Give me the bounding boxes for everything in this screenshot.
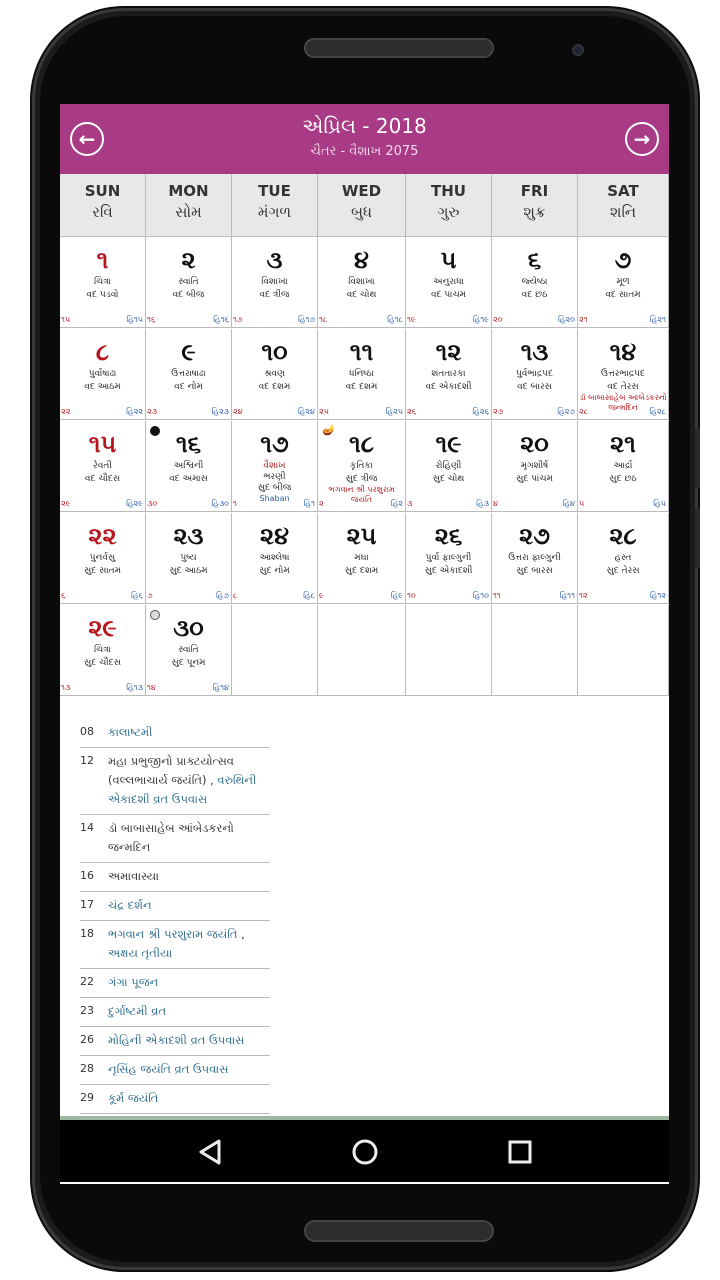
day-cell[interactable] <box>146 237 232 328</box>
tithi-label: વદ તેરસ <box>607 382 639 392</box>
hindu-date-label: ૧૪ <box>147 683 156 692</box>
day-cell[interactable] <box>232 329 318 420</box>
nakshatra-label: સ્વાતિ <box>178 277 199 287</box>
day-cell[interactable] <box>60 329 146 420</box>
hindu-date-label: ૨૩ <box>147 407 158 416</box>
back-triangle-icon[interactable] <box>180 1120 240 1182</box>
app-screen <box>60 104 669 1184</box>
festival-text <box>108 896 270 915</box>
day-number: ૪ <box>354 246 369 274</box>
festival-text <box>108 973 270 992</box>
day-cell[interactable] <box>232 237 318 328</box>
top-speaker-grille <box>304 38 494 58</box>
festival-list-item[interactable] <box>80 969 270 998</box>
festival-link[interactable]: ગંગા પૂજન <box>108 975 159 989</box>
hindu-date-label: ૨૧ <box>579 315 588 324</box>
weekday-gu-label: બુધ <box>350 203 373 221</box>
weekday-en-label: MON <box>168 182 209 200</box>
hindu-date-label: ૧૭ <box>233 315 243 324</box>
hindu-date-label: ૧૮ <box>319 315 328 324</box>
festival-link[interactable]: અક્ષય તૃતીયા <box>108 946 173 960</box>
day-number: ૨૫ <box>346 522 377 550</box>
day-cell[interactable] <box>318 329 406 420</box>
hindu-date-label: ૨૭ <box>493 407 504 416</box>
day-cell[interactable] <box>492 329 578 420</box>
festival-link[interactable]: વરુથિની એકાદશી વ્રત ઉપવાસ <box>108 773 257 806</box>
weekday-wed <box>318 174 406 236</box>
festival-day: 26 <box>80 1033 94 1046</box>
calendar-grid <box>60 237 669 703</box>
hindu-date-label: ૨૯ <box>61 499 71 508</box>
android-navigation-bar <box>60 1120 669 1182</box>
nakshatra-label: વિશાખા <box>348 277 375 287</box>
hindu-date-label: ૨૨ <box>61 407 71 416</box>
weekday-header-row <box>60 174 669 237</box>
day-number: ૧૮ <box>349 430 374 458</box>
tithi-label: વદ પાંચમ <box>430 290 467 300</box>
festival-text <box>108 819 270 857</box>
hijri-date-label: હિ૧૧ <box>559 591 575 600</box>
day-number: ૨૦ <box>520 430 549 458</box>
day-number: ૨૩ <box>173 522 204 550</box>
weekday-sat <box>578 174 669 236</box>
festival-link[interactable]: કાલાષ્ટમી <box>108 725 153 739</box>
festival-text <box>108 1089 270 1108</box>
day-number: ૨૬ <box>434 522 463 550</box>
day-number: ૨૮ <box>609 522 637 550</box>
hijri-date-label: હિ૧૫ <box>126 315 143 324</box>
hijri-date-label: હિ૨૫ <box>385 407 403 416</box>
tithi-label: સુદ આઠમ <box>169 566 208 576</box>
festival-note: Shaban <box>259 494 290 503</box>
festival-link[interactable]: ભગવાન શ્રી પરશુરામ જયંતિ <box>108 927 238 941</box>
hijri-date-label: હિ૧૬ <box>213 315 229 324</box>
day-number: ૨૧ <box>610 430 636 458</box>
tithi-label: વદ દશમ <box>258 382 291 392</box>
weekday-en-label: WED <box>341 182 382 200</box>
home-circle-icon[interactable] <box>335 1120 395 1182</box>
month-title: એપ્રિલ - 2018 <box>302 114 427 138</box>
hindu-date-label: ૧૬ <box>147 315 156 324</box>
day-number: ૧૫ <box>88 430 117 458</box>
day-number: ૯ <box>181 338 196 366</box>
hindu-date-label: ૧૫ <box>61 315 71 324</box>
empty-day-cell <box>578 605 669 696</box>
weekday-sun <box>60 174 146 236</box>
tithi-label: વદ ચૌદસ <box>84 474 121 484</box>
day-cell[interactable] <box>578 421 669 512</box>
hindu-date-label: ૮ <box>233 591 238 600</box>
month-subtitle: ચૈતર - વૈશાખ 2075 <box>310 144 419 159</box>
weekday-thu <box>406 174 492 236</box>
festival-list-item[interactable] <box>80 892 270 921</box>
festival-link[interactable]: દુર્ગાષ્ટમી વ્રત <box>108 1004 167 1018</box>
day-number: ૧૬ <box>175 430 202 458</box>
day-number: ૨૨ <box>88 522 117 550</box>
hijri-date-label: હિ૧૮ <box>387 315 403 324</box>
festival-label: , <box>237 927 245 941</box>
hijri-date-label: હિ૮ <box>303 591 315 600</box>
nakshatra-label: પુર્વભાદ્રપદ <box>515 369 554 379</box>
nakshatra-label: ઉત્તરા ફાલ્ગુની <box>508 553 561 563</box>
weekday-tue <box>232 174 318 236</box>
festival-text <box>108 752 270 809</box>
day-cell[interactable] <box>60 605 146 696</box>
festival-list-item[interactable] <box>80 998 270 1027</box>
festival-text <box>108 1060 270 1079</box>
hindu-date-label: ૪ <box>493 499 498 508</box>
hijri-date-label: હિ૨૯ <box>126 499 143 508</box>
hijri-date-label: હિ૩૦ <box>211 499 229 508</box>
day-cell[interactable] <box>406 513 492 604</box>
festival-text <box>108 1031 270 1050</box>
hijri-date-label: હિ૨૦ <box>557 315 575 324</box>
nakshatra-label: પુનર્વસુ <box>89 553 116 563</box>
hindu-date-label: ૨ <box>319 499 324 508</box>
hindu-date-label: ૧૧ <box>493 591 501 600</box>
day-cell[interactable] <box>318 421 406 512</box>
day-number: ૨ <box>181 246 196 274</box>
festival-day: 22 <box>80 975 94 988</box>
festival-note: ડૉ બાબાસાહેબ આંબેડકરનો જન્મદિન <box>579 393 667 412</box>
empty-day-cell <box>492 605 578 696</box>
festival-day: 23 <box>80 1004 94 1017</box>
weekday-mon <box>146 174 232 236</box>
hijri-date-label: હિ૨૨ <box>126 407 143 416</box>
hijri-date-label: હિ૧૨ <box>649 591 666 600</box>
hijri-date-label: હિ૨૮ <box>649 407 666 416</box>
nakshatra-label: વિશાખા <box>261 277 288 287</box>
weekday-gu-label: શનિ <box>609 203 637 221</box>
day-cell[interactable] <box>146 421 232 512</box>
festival-day: 29 <box>80 1091 94 1104</box>
weekday-fri <box>492 174 578 236</box>
day-cell[interactable] <box>406 421 492 512</box>
nakshatra-label: ચિત્રા <box>94 277 111 287</box>
day-number: ૧૯ <box>435 430 462 458</box>
day-cell[interactable] <box>146 605 232 696</box>
nakshatra-label: મૂળ <box>616 277 630 287</box>
hindu-date-label: ૧૨ <box>579 591 588 600</box>
tithi-label: સુદ સાતમ <box>84 566 121 576</box>
empty-day-cell <box>406 605 492 696</box>
day-number: ૬ <box>527 246 542 274</box>
festival-list-item[interactable] <box>80 1056 270 1085</box>
hindu-date-label: ૩ <box>407 499 413 508</box>
weekday-en-label: SUN <box>84 182 121 200</box>
day-cell[interactable] <box>146 329 232 420</box>
nakshatra-label: મૃગશીર્ષ <box>520 461 549 471</box>
day-cell[interactable] <box>406 237 492 328</box>
day-number: ૧૪ <box>609 338 637 366</box>
hindu-date-label: ૧૯ <box>407 315 416 324</box>
nakshatra-label: હસ્ત <box>614 553 632 563</box>
tithi-label: વદ બીજ <box>172 290 205 300</box>
day-number: ૨૭ <box>519 522 550 550</box>
day-number: ૧૩ <box>520 338 549 366</box>
festival-day: 08 <box>80 725 94 738</box>
tithi-label: વદ સાતમ <box>605 290 641 300</box>
nakshatra-label: પુર્વાષાઢા <box>88 369 117 379</box>
day-number: ૧૦ <box>261 338 288 366</box>
front-camera <box>572 44 584 56</box>
day-cell[interactable] <box>578 513 669 604</box>
tithi-label: વદ ત્રીજ <box>259 290 290 300</box>
day-number: ૮ <box>95 338 110 366</box>
nakshatra-label: ઉત્તરભાદ્રપદ <box>601 369 645 379</box>
nakshatra-label: પુર્વા ફાલ્ગુની <box>425 553 472 563</box>
tithi-label: સુદ બીજ <box>257 483 292 493</box>
festival-list-item[interactable] <box>80 748 270 815</box>
day-number: ૩૦ <box>173 614 204 642</box>
festival-link[interactable]: નૃસિંહ જયંતિ વ્રત ઉપવાસ <box>108 1062 229 1076</box>
festival-label: અમાવાસ્યા <box>108 869 159 883</box>
hijri-date-label: હિ૩ <box>476 499 489 508</box>
day-cell[interactable] <box>318 513 406 604</box>
tithi-label: સુદ દશમ <box>344 566 379 576</box>
tithi-label: સુદ તેરસ <box>606 566 640 576</box>
hijri-date-label: હિ૨૬ <box>472 407 489 416</box>
hindu-date-label: ૩૦ <box>147 499 158 508</box>
nakshatra-label: આશ્લેષા <box>259 553 290 563</box>
tithi-label: સુદ બારસ <box>516 566 553 576</box>
nakshatra-label: પુષ્ય <box>180 553 197 563</box>
festival-note: ભગવાન શ્રી પરશુરામ જયંતિ <box>328 485 395 504</box>
nakshatra-label: ચિત્રા <box>94 645 111 655</box>
festival-text <box>108 1002 270 1021</box>
tithi-label: સુદ પૂનમ <box>171 658 206 668</box>
day-cell[interactable] <box>60 237 146 328</box>
hijri-date-label: હિ૬ <box>131 591 143 600</box>
day-number: ૧૧ <box>349 338 374 366</box>
festival-list-item[interactable] <box>80 921 270 969</box>
hindu-date-label: ૫ <box>579 499 585 508</box>
day-cell[interactable] <box>232 513 318 604</box>
day-cell[interactable] <box>578 329 669 420</box>
hijri-date-label: હિ૧૩ <box>126 683 143 692</box>
nakshatra-label: ભરણી <box>263 472 286 482</box>
tithi-label: સુદ નોમ <box>259 566 290 576</box>
hijri-date-label: હિ૨૧ <box>649 315 666 324</box>
day-cell[interactable] <box>578 237 669 328</box>
festival-link[interactable]: ચંદ્ર દર્શન <box>108 898 152 912</box>
arrow-right-icon[interactable]: → <box>625 122 659 156</box>
day-cell[interactable] <box>492 237 578 328</box>
tithi-label: વદ દશમ <box>345 382 378 392</box>
nakshatra-label: ઉત્તરાષાઢા <box>171 369 206 379</box>
nakshatra-label: જ્યેષ્ઠા <box>521 277 548 287</box>
hindu-date-label: ૨૫ <box>319 407 329 416</box>
festival-text <box>108 867 270 886</box>
hindu-date-label: ૬ <box>61 591 66 600</box>
hijri-date-label: હિ૪ <box>562 499 575 508</box>
day-number: ૭ <box>614 246 632 274</box>
tithi-label: સુદ પાંચમ <box>516 474 553 484</box>
hijri-date-label: હિ૨ <box>390 499 403 508</box>
weekday-gu-label: ગુરુ <box>437 203 460 221</box>
tithi-label: સુદ ચોથ <box>432 474 465 484</box>
nakshatra-label: શ્રવણ <box>264 369 285 379</box>
volume-button <box>695 428 700 488</box>
festival-text <box>108 925 270 963</box>
day-number: ૧ <box>96 246 109 274</box>
tithi-label: વદ છઠ <box>521 290 548 300</box>
hindu-date-label: ૨૪ <box>233 407 243 416</box>
hindu-date-label: ૭ <box>147 591 153 600</box>
tithi-label: વદ બારસ <box>517 382 552 392</box>
weekday-gu-label: શુક્ર <box>523 203 546 221</box>
festival-day: 17 <box>80 898 94 911</box>
nakshatra-label: ધનિષ્ઠા <box>349 369 374 379</box>
hindu-date-label: ૨૦ <box>493 315 503 324</box>
recents-square-icon[interactable] <box>490 1120 550 1182</box>
nakshatra-label: સ્વાતિ <box>178 645 199 655</box>
day-number: ૧૭ <box>260 430 289 458</box>
day-number: ૫ <box>440 246 457 274</box>
festival-day: 18 <box>80 927 94 940</box>
power-button <box>695 508 700 568</box>
tithi-label: વદ પડવો <box>86 290 119 300</box>
tithi-label: સુદ છઠ <box>609 474 637 484</box>
weekday-gu-label: મંગળ <box>257 203 292 221</box>
tithi-label: સુદ ત્રીજ <box>345 474 378 484</box>
hijri-date-label: હિ૧૯ <box>472 315 489 324</box>
hijri-date-label: હિ૭ <box>215 591 229 600</box>
weekday-gu-label: સોમ <box>175 203 202 221</box>
day-number: ૩ <box>266 246 283 274</box>
arrow-left-icon[interactable]: ← <box>70 122 104 156</box>
hindu-date-label: ૧૩ <box>61 683 71 692</box>
festival-label: મહા પ્રભુજીનો પ્રાક્ટયોત્સવ (વલ્લભાચાર્ય જયંતિ) , <box>108 754 234 787</box>
hijri-date-label: હિ૯ <box>390 591 403 600</box>
weekday-en-label: FRI <box>520 182 549 200</box>
day-cell[interactable] <box>146 513 232 604</box>
day-number: ૧૨ <box>435 338 462 366</box>
hindu-date-label: ૧૦ <box>407 591 416 600</box>
diya-icon: 🪔 <box>322 423 336 436</box>
day-cell[interactable] <box>492 513 578 604</box>
tithi-label: સુદ ચૌદસ <box>83 658 122 668</box>
day-cell[interactable] <box>406 329 492 420</box>
hindu-date-label: ૨૬ <box>407 407 417 416</box>
festival-list <box>80 719 270 1162</box>
weekday-en-label: TUE <box>258 182 291 200</box>
nakshatra-label: કૃતિકા <box>350 461 373 471</box>
hijri-date-label: હિ૫ <box>653 499 666 508</box>
tithi-label: વદ ચોથ <box>346 290 377 300</box>
hijri-date-label: હિ૧ <box>303 499 315 508</box>
nakshatra-label: રેવતી <box>93 461 112 471</box>
hijri-date-label: હિ૨૭ <box>557 407 575 416</box>
festival-list-item[interactable] <box>80 1027 270 1056</box>
month-label: વૈશાખ <box>263 461 286 471</box>
day-cell[interactable] <box>60 421 146 512</box>
day-number: ૨૯ <box>88 614 117 642</box>
weekday-en-label: SAT <box>607 182 639 200</box>
day-cell[interactable] <box>60 513 146 604</box>
empty-day-cell <box>318 605 406 696</box>
day-cell[interactable] <box>492 421 578 512</box>
nakshatra-label: આર્દ્રા <box>613 461 633 471</box>
festival-link[interactable]: કૂર્મ જયંતિ <box>108 1091 159 1105</box>
hijri-date-label: હિ૧૭ <box>298 315 315 324</box>
hijri-date-label: હિ૨૩ <box>211 407 229 416</box>
day-cell[interactable] <box>232 421 318 512</box>
day-number: ૨૪ <box>260 522 289 550</box>
festival-text <box>108 723 270 742</box>
festival-list-item[interactable] <box>80 719 270 748</box>
festival-list-item[interactable] <box>80 815 270 863</box>
hindu-date-label: ૧ <box>233 499 237 508</box>
day-cell[interactable] <box>318 237 406 328</box>
festival-day: 14 <box>80 821 94 834</box>
tithi-label: વદ અમાસ <box>169 474 208 484</box>
festival-day: 12 <box>80 754 94 767</box>
festival-list-item[interactable] <box>80 863 270 892</box>
hindu-date-label: ૨૮ <box>579 407 589 416</box>
hindu-date-label: ૯ <box>319 591 324 600</box>
festival-link[interactable]: મોહિની એકાદશી વ્રત ઉપવાસ <box>108 1033 245 1047</box>
nakshatra-label: રોહિણી <box>435 461 462 471</box>
nakshatra-label: અનુરાધા <box>433 277 464 287</box>
festival-day: 28 <box>80 1062 94 1075</box>
bottom-speaker-grille <box>304 1220 494 1242</box>
tithi-label: વદ નોમ <box>174 382 203 392</box>
hijri-date-label: હિ૧૦ <box>472 591 489 600</box>
tithi-label: વદ આઠમ <box>84 382 121 392</box>
weekday-en-label: THU <box>431 182 466 200</box>
festival-day: 16 <box>80 869 94 882</box>
tithi-label: વદ એકાદશી <box>425 382 472 392</box>
hijri-date-label: હિ૧૪ <box>212 683 229 692</box>
tithi-label: સુદ એકાદશી <box>424 566 473 576</box>
empty-day-cell <box>232 605 318 696</box>
festival-list-item[interactable] <box>80 1085 270 1114</box>
calendar-header <box>60 104 669 174</box>
festival-label: ડૉ બાબાસાહેબ આંબેડકરનો જન્મદિન <box>108 821 234 854</box>
nakshatra-label: અશ્વિની <box>173 461 204 471</box>
nakshatra-label: શતતારકા <box>431 369 466 379</box>
hijri-date-label: હિ૨૪ <box>297 407 315 416</box>
weekday-gu-label: રવિ <box>92 203 113 221</box>
nakshatra-label: મઘા <box>354 553 369 563</box>
